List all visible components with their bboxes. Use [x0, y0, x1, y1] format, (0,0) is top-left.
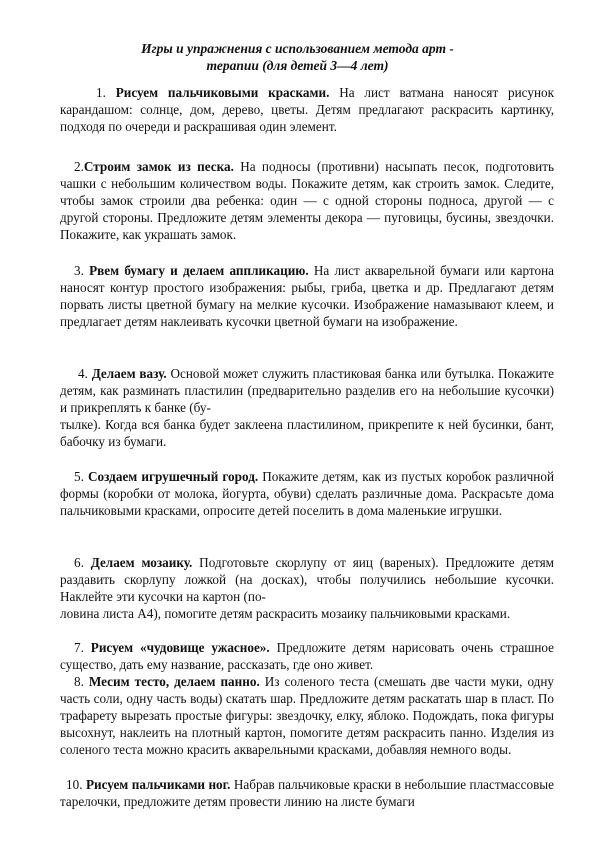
list-item-4 — [60, 365, 554, 450]
item-number: 4. — [78, 366, 88, 381]
list-item-10 — [60, 776, 554, 810]
list-item-5 — [60, 468, 554, 519]
list-item-3 — [60, 262, 554, 330]
item-number: 8. — [74, 674, 84, 689]
item-number: 7. — [74, 640, 84, 655]
item-text: Набрав пальчиковые краски в небольшие пластмассовые тарелочки, предложите детям провести линию на листе бумаги — [60, 777, 555, 809]
list-item-8 — [60, 673, 554, 758]
item-text: На лист ватмана наносят рисунок карандашом: солнце, дом, дерево, цветы. Детям предлагают раскрасить картинку, подходя по очереди и раскрашивая один элемент. — [60, 85, 555, 134]
item-number: 6. — [74, 555, 84, 570]
list-item-1 — [60, 84, 554, 135]
item-number: 5. — [74, 469, 84, 484]
list-item-6 — [60, 554, 554, 622]
item-heading: Рисуем пальчиками ног. — [85, 777, 231, 792]
item-heading: Рвем бумагу и делаем аппликацию. — [89, 263, 309, 278]
document-title — [60, 40, 535, 74]
item-heading: Создаем игрушечный город. — [88, 469, 259, 484]
item-heading: Строим замок из песка. — [83, 159, 234, 174]
item-text: Покажите детям, как из пустых коробок различной формы (коробки от молока, йогурта, обуви) сделать различные дома. Раскрасьте дома пальчиковыми красками, опросите детей поселить в дома маленькие игрушки. — [60, 469, 555, 518]
item-heading: Делаем вазу. — [91, 366, 167, 381]
list-item-2 — [60, 158, 554, 243]
item-text: На лист акварельной бумаги или картона наносят контур простого изображения: рыбы, гриба, цветка и др. Предлагают детям порвать листы цветной бумагу на мелкие кусочки. Изображение намазывают клеем, и предлагает детям наклеивать кусочки цветной бумаги на изображение. — [60, 263, 554, 329]
list-item-7 — [60, 639, 554, 673]
item-text: Подготовьте скорлупу от яиц (вареных). Предложите детям раздавить скорлупу ложкой (на досках), чтобы получились небольшие кусочки. Наклейте эти кусочки на картон (по- — [60, 555, 555, 604]
item-text-continued: тылке). Когда вся банка будет заклеена пластилином, прикрепите к ней бусинки, бант, бабочку из бумаги. — [60, 417, 554, 449]
item-number: 3. — [74, 263, 84, 278]
item-number: 2. — [74, 159, 84, 174]
title-line-2: терапии (для детей 3—4 лет) — [206, 58, 389, 73]
item-text: Из соленого теста (смешать две части муки, одну часть соли, одну часть воды) скатать шар. Предложите детям раскатать шар в пласт. По трафарету вырезать простые фигуры: звездочку, елку, яблоко. Подождать, пока фигуры высохнут, наклеить на плотный картон, помогите детям раскрасить панно. Изделия из соленого теста можно красить акварельными красками, добавляя немного воды. — [60, 674, 555, 757]
item-heading: Рисуем пальчиковыми красками. — [115, 85, 330, 100]
item-number: 10. — [66, 777, 83, 792]
item-number: 1. — [96, 85, 106, 100]
item-heading: Месим тесто, делаем панно. — [88, 674, 260, 689]
title-line-1: Игры и упражнения с использованием метода арт - — [141, 41, 454, 56]
item-heading: Делаем мозаику. — [90, 555, 193, 570]
item-text-continued: ловина листа А4), помогите детям раскрасить мозаику пальчиковыми красками. — [60, 606, 511, 621]
item-text: Основой может служить пластиковая банка или бутылка. Покажите детям, как разминать пластилин (предварительно разделив его на небольшие кусочки) и прикреплять к банке (бу- — [60, 366, 554, 415]
item-heading: Рисуем «чудовище ужасное». — [90, 640, 270, 655]
item-text: На подносы (противни) насыпать песок, подготовить чашки с небольшим количеством воды. Покажите детям, как строить замок. Следите, чтобы замок строили два ребенка: один — с одной стороны подноса, другой — с другой стороны. Предложите детям элементы декора — пуговицы, бусины, звездочки. Покажите, как украшать замок. — [60, 159, 555, 242]
item-text: Предложите детям нарисовать очень страшное существо, дать ему название, рассказать, где оно живет. — [60, 640, 555, 672]
